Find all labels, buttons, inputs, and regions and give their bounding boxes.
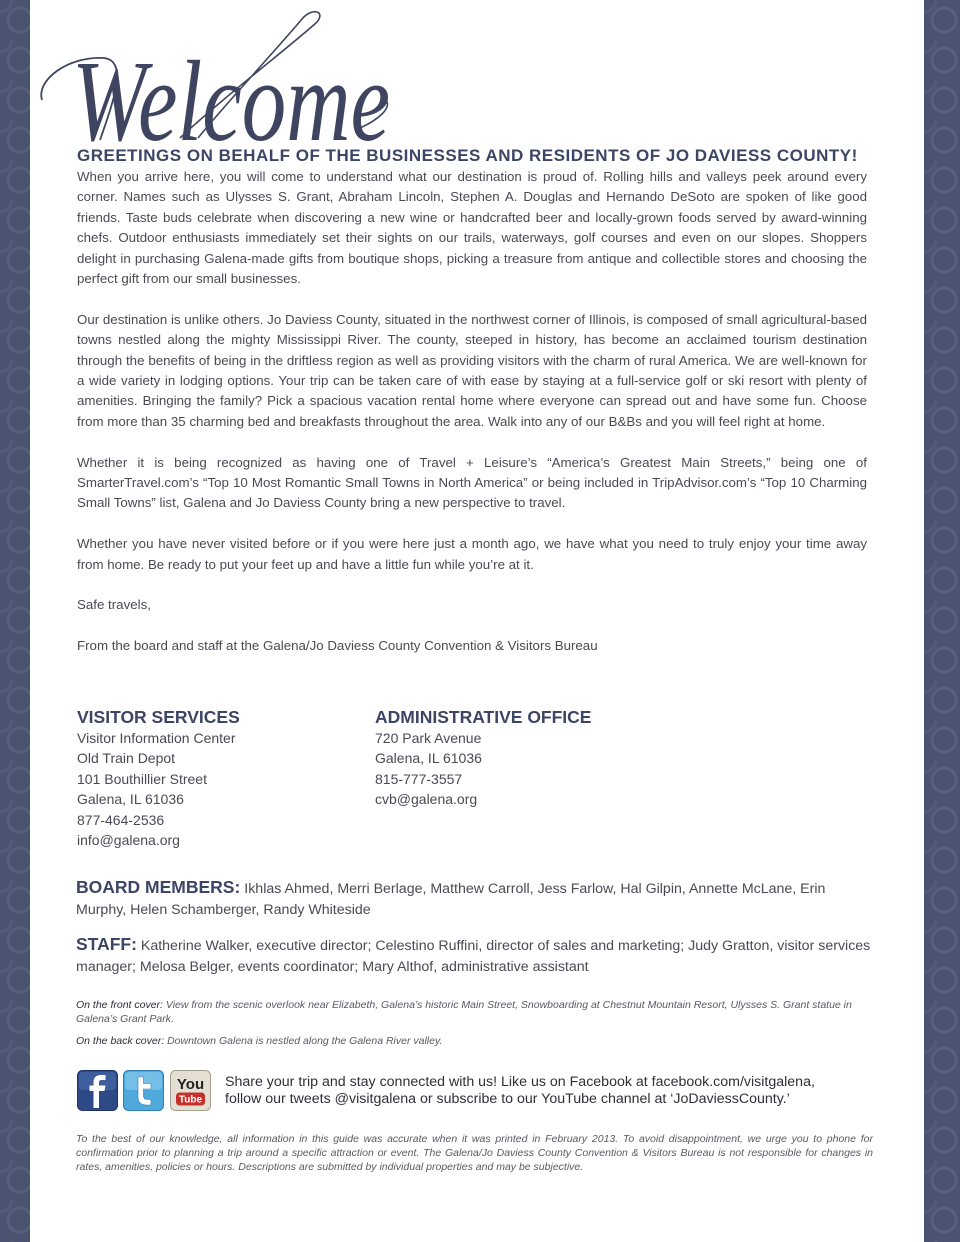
visitor-center-email[interactable]: info@galena.org bbox=[77, 832, 180, 849]
board-members-names: Ikhlas Ahmed, Merri Berlage, Matthew Carroll, Jess Farlow, Hal Gilpin, Annette McLane, Erin Murphy, Helen Schamberger, Randy Whiteside bbox=[76, 881, 826, 918]
youtube-logo-you: You bbox=[176, 1076, 205, 1093]
right-border bbox=[924, 0, 960, 1242]
facebook-icon[interactable] bbox=[77, 1070, 118, 1111]
visitor-services-block bbox=[77, 707, 240, 850]
letter-paragraph: Whether you have never visited before or if you were here just a month ago, we have what you need to truly enjoy your time away from home. Be ready to put your feet up and have a little fun while you’re at it. bbox=[77, 536, 867, 572]
visitor-center-street: 101 Bouthillier Street bbox=[77, 770, 207, 787]
welcome-script-title bbox=[30, 0, 430, 150]
disclaimer: To the best of our knowledge, all information in this guide was accurate when it was printed in February 2013. To avoid disappointment, we urge you to phone for confirmation prior to planning a trip around a specific attraction or event. The Galena/Jo Daviess County Convention & Visitors Bureau is not responsible for changes in rates, amenities, policies or hours. Descriptions are submitted by individual properties and may be subjective. bbox=[76, 1133, 873, 1174]
office-street: 720 Park Avenue bbox=[375, 730, 482, 746]
visitor-center-name: Visitor Information Center bbox=[77, 730, 236, 746]
social-message bbox=[225, 1074, 905, 1108]
staff-label: STAFF: bbox=[76, 934, 137, 954]
staff-names: Katherine Walker, executive director; Celestino Ruffini, director of sales and marketing; Judy Gratton, visitor services manager; Melosa Belger, events coordinator; Mary Althof, administrative assistant bbox=[76, 938, 871, 975]
visitor-center-building: Old Train Depot bbox=[77, 750, 176, 767]
visitor-center-city: Galena, IL 61036 bbox=[77, 791, 184, 808]
back-cover-label: On the back cover: bbox=[76, 1035, 165, 1047]
staff-members bbox=[76, 934, 871, 978]
letter-paragraph: Our destination is unlike others. Jo Daviess County, situated in the northwest corner of Illinois, is composed of small agricultural-based towns nestled along the mighty Mississippi River. The county, steeped in history, has become an acclaimed tourism destination through the benefits of being in the driftless region as well as providing visitors with the charm of rural America. We are well-known for a wide variety in lodging options. Your trip can be taken care of with ease by staying at a full-service golf or ski resort with plenty of amenities. Bringing the family? Pick a spacious vacation rental home where everyone can spread out and have some fun. Choose from more than 35 charming bed and breakfasts throughout the area. Walk into any of our B&Bs and you will feel right at home. bbox=[77, 311, 867, 429]
welcome-title: Welcome bbox=[72, 38, 390, 150]
twitter-icon[interactable] bbox=[123, 1070, 164, 1111]
social-message-line: Share your trip and stay connected with us! Like us on Facebook at facebook.com/visitgalena, bbox=[225, 1074, 815, 1090]
youtube-logo-tube: Tube bbox=[178, 1094, 203, 1106]
front-cover-label: On the front cover: bbox=[76, 999, 163, 1011]
letter-paragraph: Whether it is being recognized as having one of Travel + Leisure’s “America’s Greatest Main Streets,” being one of SmarterTravel.com’s “Top 10 Most Romantic Small Towns in North America” or being included in TripAdvisor.com’s “Top 10 Charming Small Towns” list, Galena and Jo Daviess County bring a new perspective to travel. bbox=[77, 454, 867, 511]
youtube-icon[interactable] bbox=[170, 1070, 211, 1111]
visitor-services-title: VISITOR SERVICES bbox=[77, 707, 240, 727]
visitor-center-phone: 877-464-2536 bbox=[77, 811, 165, 828]
office-city: Galena, IL 61036 bbox=[375, 750, 482, 767]
office-phone: 815-777-3557 bbox=[375, 770, 463, 787]
welcome-page bbox=[30, 0, 924, 1242]
social-message-line: follow our tweets @visitgalena or subscribe to our YouTube channel at ‘JoDaviessCounty.’ bbox=[225, 1091, 790, 1107]
letter-signature: From the board and staff at the Galena/Jo Daviess County Convention & Visitors Bureau bbox=[77, 638, 598, 654]
front-cover-note bbox=[76, 998, 871, 1026]
greeting-heading: GREETINGS ON BEHALF OF THE BUSINESSES AND RESIDENTS OF JO DAVIESS COUNTY! bbox=[77, 146, 858, 165]
social-icons bbox=[77, 1070, 217, 1111]
board-members-label: BOARD MEMBERS: bbox=[76, 877, 241, 897]
back-cover-note bbox=[76, 1034, 871, 1048]
board-members bbox=[76, 877, 871, 921]
administrative-office-title: ADMINISTRATIVE OFFICE bbox=[375, 707, 592, 727]
administrative-office-block bbox=[375, 707, 591, 810]
credits-section bbox=[76, 877, 871, 1048]
letter-closing: Safe travels, bbox=[77, 597, 151, 613]
back-cover-text: Downtown Galena is nestled along the Galena River valley. bbox=[167, 1035, 443, 1047]
letter-paragraph: When you arrive here, you will come to understand what our destination is proud of. Rolling hills and valleys peek around every corner. Names such as Ulysses S. Grant, Abraham Lincoln, Stephen A. Douglas and Hernando DeSoto are spoken of like good friends. Taste buds celebrate when discovering a new wine or handcrafted beer and locally-grown foods served by award-winning chefs. Outdoor enthusiasts immediately set their sights on our trails, waterways, golf courses and even on our slopes. Shoppers delight in purchasing Galena-made gifts from boutique shops, picking a treasure from antique and collectible stores and choosing the perfect gift from our small businesses. bbox=[77, 169, 867, 287]
office-email[interactable]: cvb@galena.org bbox=[375, 791, 478, 808]
front-cover-text: View from the scenic overlook near Elizabeth, Galena’s historic Main Street, Snowboarding at Chestnut Mountain Resort, Ulysses S. Grant statue in Galena’s Grant Park. bbox=[76, 999, 852, 1025]
left-border bbox=[0, 0, 30, 1242]
welcome-letter bbox=[77, 167, 867, 677]
